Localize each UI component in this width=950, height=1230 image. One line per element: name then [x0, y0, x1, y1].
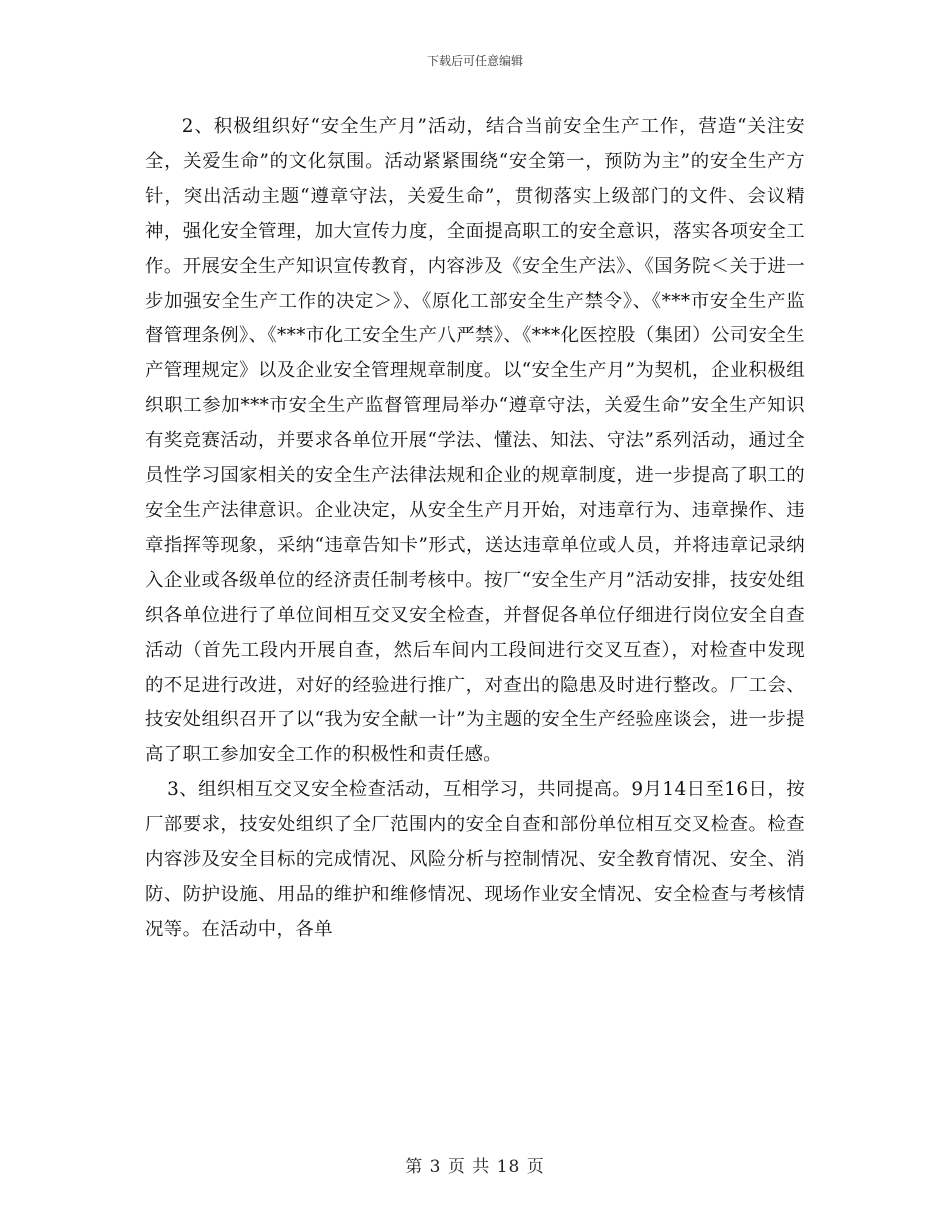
document-body	[145, 110, 805, 948]
paragraph-3: 3、组织相互交叉安全检查活动，互相学习，共同提高。9月14日至16日，按厂部要求，技安处组织了全厂范围内的安全自查和部份单位相互交叉检查。检查内容涉及安全目标的完成情况、风险分析与控制情况、安全教育情况、安全、消防、防护设施、用品的维护和维修情况、现场作业安全情况、安全检查与考核情况等。在活动中，各单	[145, 779, 805, 940]
page-header-note: 下载后可任意编辑	[426, 54, 523, 68]
page-number-footer: 第 3 页 共 18 页	[405, 1157, 545, 1177]
paragraph-2: 2、积极组织好“安全生产月”活动，结合当前安全生产工作，营造“关注安全，关爱生命”的文化氛围。活动紧紧围绕“安全第一，预防为主”的安全生产方针，突出活动主题“遵章守法，关爱生命”，贯彻落实上级部门的文件、会议精神，强化安全管理，加大宣传力度，全面提高职工的安全意识，落实各项安全工作。开展安全生产知识宣传教育，内容涉及《安全生产法》、《国务院＜关于进一步加强安全生产工作的决定＞》、《原化工部安全生产禁令》、《***市安全生产监督管理条例》、《***市化工安全生产八严禁》、《***化医控股（集团）公司安全生产管理规定》以及企业安全管理规章制度。以“安全生产月”为契机，企业积极组织职工参加***市安全生产监督管理局举办“遵章守法，关爱生命”安全生产知识有奖竞赛活动，并要求各单位开展“学法、懂法、知法、守法”系列活动，通过全员性学习国家相关的安全生产法律法规和企业的规章制度，进一步提高了职工的安全生产法律意识。企业决定，从安全生产月开始，对违章行为、违章操作、违章指挥等现象，采纳“违章告知卡”形式，送达违章单位或人员，并将违章记录纳入企业或各级单位的经济责任制考核中。按厂“安全生产月”活动安排，技安处组织各单位进行了单位间相互交叉安全检查，并督促各单位仔细进行岗位安全自查活动（首先工段内开展自查，然后车间内工段间进行交叉互查），对检查中发现的不足进行改进，对好的经验进行推广，对查出的隐患及时进行整改。厂工会、技安处组织召开了以“我为安全献一计”为主题的安全生产经验座谈会，进一步提高了职工参加安全工作的积极性和责任感。	[145, 116, 805, 766]
